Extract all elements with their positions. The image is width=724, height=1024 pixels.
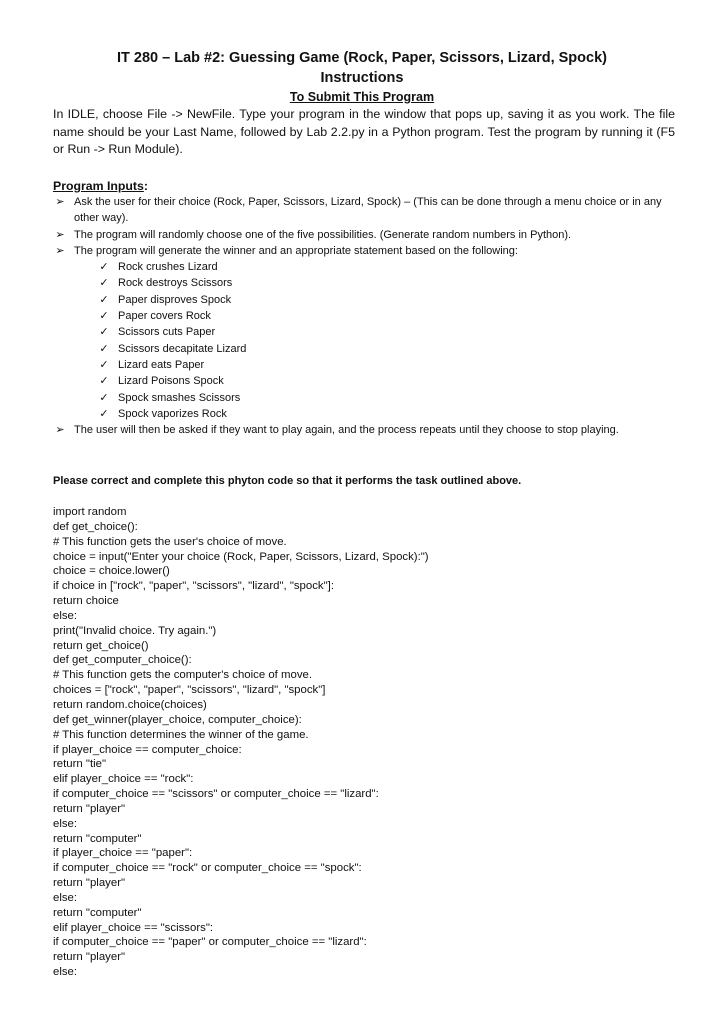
rule-text: Paper covers Rock (118, 310, 211, 323)
code-line: return random.choice(choices) (53, 698, 207, 711)
code-line: elif player_choice == "scissors": (53, 921, 214, 934)
code-line: return "tie" (53, 758, 107, 771)
rule-item (53, 275, 673, 291)
code-line: def get_computer_choice(): (53, 654, 192, 667)
arrow-bullet-icon: ➢ (55, 196, 65, 208)
code-block (53, 505, 429, 980)
code-line: elif player_choice == "rock": (53, 773, 194, 786)
rule-item (53, 308, 673, 324)
checkmark-icon: ✓ (99, 326, 109, 339)
code-line: def get_winner(player_choice, computer_choice): (53, 713, 302, 726)
rule-text: Scissors decapitate Lizard (118, 342, 247, 355)
checkmark-icon: ✓ (99, 293, 109, 306)
rule-text: Spock vaporizes Rock (118, 407, 227, 420)
bullet-text: Ask the user for their choice (Rock, Paper, Scissors, Lizard, Spock) – (This can be done through a menu choice or in any other way). (74, 196, 662, 225)
rule-item (53, 390, 673, 406)
code-line: else: (53, 609, 78, 622)
rule-item (53, 292, 673, 308)
code-line: return "player" (53, 951, 126, 964)
code-line: else: (53, 817, 78, 830)
program-inputs-colon: : (143, 179, 148, 193)
rule-text: Lizard Poisons Spock (118, 375, 224, 388)
rule-item (53, 341, 673, 357)
list-item (53, 227, 673, 243)
code-line: choice = choice.lower() (53, 565, 170, 578)
checkmark-icon: ✓ (99, 358, 109, 371)
arrow-bullet-icon: ➢ (55, 424, 65, 437)
code-line: return "computer" (53, 906, 142, 919)
list-item (53, 243, 673, 259)
program-inputs-heading (53, 178, 148, 194)
code-line: print("Invalid choice. Try again.") (53, 624, 217, 637)
checkmark-icon: ✓ (99, 342, 109, 355)
arrow-bullet-icon: ➢ (55, 244, 65, 257)
checkmark-icon: ✓ (99, 375, 109, 388)
rule-text: Rock crushes Lizard (118, 261, 218, 274)
code-line: def get_choice(): (53, 520, 138, 533)
rule-text: Lizard eats Paper (118, 358, 205, 371)
code-line: return "player" (53, 877, 126, 890)
code-line: # This function determines the winner of the game. (53, 728, 309, 741)
rules-list (53, 259, 673, 422)
code-line: # This function gets the user's choice of move. (53, 535, 287, 548)
arrow-bullet-icon: ➢ (55, 228, 65, 241)
checkmark-icon: ✓ (99, 261, 109, 274)
checkmark-icon: ✓ (99, 391, 109, 404)
code-line: return "player" (53, 802, 126, 815)
code-line: return choice (53, 595, 119, 608)
program-inputs-label: Program Inputs (53, 179, 144, 193)
code-line: if computer_choice == "scissors" or computer_choice == "lizard": (53, 788, 379, 801)
code-line: if player_choice == "paper": (53, 847, 193, 860)
rule-item (53, 406, 673, 422)
rule-text: Scissors cuts Paper (118, 326, 216, 339)
code-line: import random (53, 506, 127, 518)
bullet-text: The user will then be asked if they want to play again, and the process repeats until they choose to stop playing. (74, 424, 619, 437)
code-line: if computer_choice == "paper" or computer_choice == "lizard": (53, 936, 367, 949)
code-line: choices = ["rock", "paper", "scissors", "lizard", "spock"] (53, 684, 326, 697)
list-item (53, 422, 673, 438)
list-item (53, 194, 673, 227)
rule-item (53, 373, 673, 389)
rule-text: Rock destroys Scissors (118, 277, 233, 290)
bullet-text: The program will generate the winner and an appropriate statement based on the following: (74, 244, 518, 257)
code-line: choice = input("Enter your choice (Rock, Paper, Scissors, Lizard, Spock):") (53, 550, 429, 563)
code-line: else: (53, 891, 78, 904)
submit-heading: To Submit This Program (289, 90, 435, 104)
intro-paragraph: In IDLE, choose File -> NewFile. Type your program in the window that pops up, saving it as you work. The file name should be your Last Name, followed by Lab 2.2.py in a Python program. Test the program by running it (F5 or Run -> Run Module). (53, 107, 675, 156)
checkmark-icon: ✓ (99, 310, 109, 323)
document-title: IT 280 – Lab #2: Guessing Game (Rock, Paper, Scissors, Lizard, Spock) (117, 50, 607, 66)
bullet-text: The program will randomly choose one of the five possibilities. (Generate random numbers in Python). (74, 228, 572, 241)
rule-text: Spock smashes Scissors (118, 391, 241, 404)
rule-item (53, 324, 673, 340)
code-line: # This function gets the computer's choice of move. (53, 669, 313, 682)
rule-item (53, 259, 673, 275)
code-line: if computer_choice == "rock" or computer_choice == "spock": (53, 862, 362, 875)
code-line: if choice in ["rock", "paper", "scissors", "lizard", "spock"]: (53, 580, 334, 593)
bullet-list (53, 194, 673, 438)
instruction-text: Please correct and complete this phyton code so that it performs the task outlined above. (53, 475, 522, 487)
checkmark-icon: ✓ (99, 407, 109, 420)
rule-item (53, 357, 673, 373)
code-line: if player_choice == computer_choice: (53, 743, 242, 756)
instructions-heading: Instructions (320, 70, 404, 86)
code-line: return "computer" (53, 832, 142, 845)
code-line: else: (53, 966, 78, 979)
checkmark-icon: ✓ (99, 277, 109, 290)
code-line: return get_choice() (53, 639, 149, 652)
rule-text: Paper disproves Spock (118, 293, 232, 306)
